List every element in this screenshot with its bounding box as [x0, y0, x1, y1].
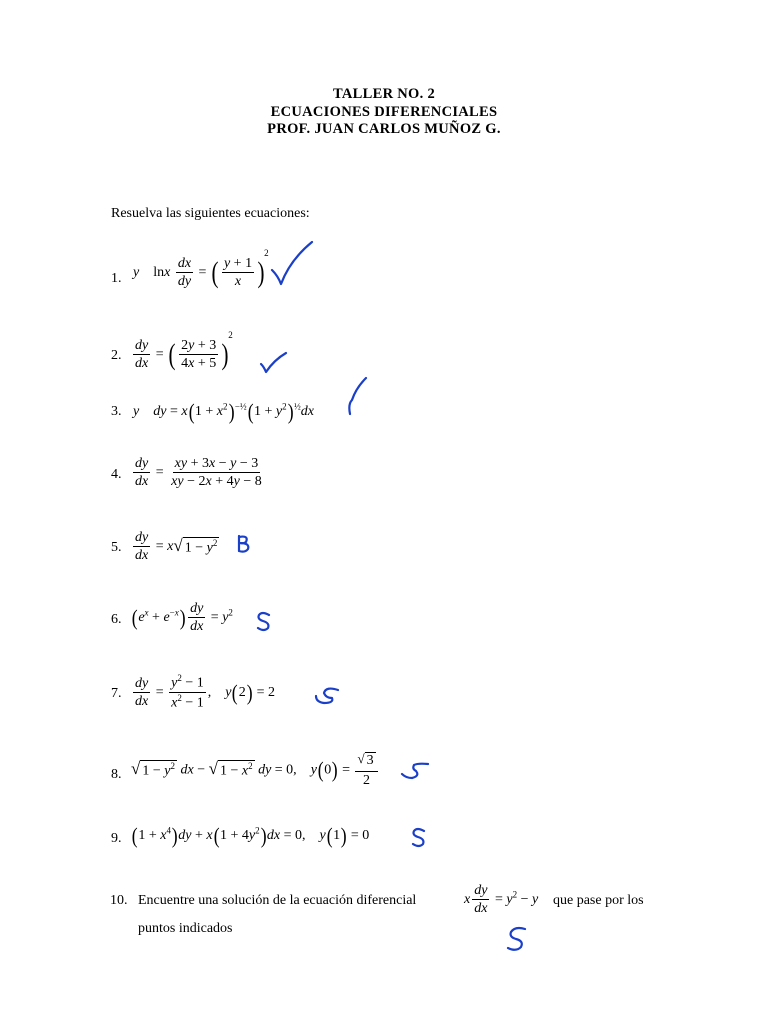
- item-number-7: 7.: [111, 686, 122, 701]
- handwritten-check-3: [342, 374, 372, 418]
- equation-10: x $\frac{dy}{dx}$ = $y^2 - y$: [464, 883, 539, 917]
- handwritten-letter-9: [408, 826, 430, 850]
- handwritten-letter-5: [234, 533, 254, 555]
- doc-title: TALLER NO. 2: [332, 86, 436, 102]
- item-number-10: 10.: [110, 893, 128, 908]
- equation-2: $\frac{dy}{dx}$ = ( $\frac{2y + 3}{4x + 5}$ )$^2$: [135, 330, 233, 372]
- item10-text-after: que pase por los: [553, 893, 644, 908]
- equation-3: y dy = $x(1 + x^2)^{-\frac{1}{2}}(1 + y^2)^{\frac{1}{2}}dx$: [133, 399, 314, 424]
- item-number-9: 9.: [111, 831, 122, 846]
- item-number-2: 2.: [111, 348, 122, 363]
- handwritten-letter-7: [312, 686, 342, 706]
- equation-7: $\frac{dy}{dx}$ = $\frac{y^2 - 1}{x^2 - 1}$ , y(2) = 2: [135, 673, 276, 711]
- equation-4: $\frac{dy}{dx}$ = $\frac{xy + 3x - y - 3}{xy - 2x + 4y - 8}$: [135, 456, 262, 490]
- doc-professor: PROF. JUAN CARLOS MUÑOZ G.: [267, 121, 501, 137]
- equation-6: $(e^x + e^{-x})$ $\frac{dy}{dx}$ = $y^2$: [131, 601, 233, 635]
- item10-text-line2: puntos indicados: [138, 921, 233, 936]
- equation-1: y lnx $\frac{dx}{dy}$ = ( $\frac{y + 1}{x}$ )$^2$: [133, 248, 269, 290]
- item-number-4: 4.: [111, 467, 122, 482]
- item-number-3: 3.: [111, 404, 122, 419]
- handwritten-check-1: [268, 238, 318, 288]
- item-number-5: 5.: [111, 540, 122, 555]
- instruction-text: Resuelva las siguientes ecuaciones:: [111, 206, 310, 221]
- item-number-8: 8.: [111, 767, 122, 782]
- equation-5: $\frac{dy}{dx}$ = x √ $1 - y^2$: [135, 530, 218, 564]
- item10-text-before: Encuentre una solución de la ecuación diferencial: [138, 893, 417, 908]
- equation-8: √ $1 - y^2$ dx − √ $1 - x^2$ dy = 0, y(0) = √ 3 2: [131, 752, 380, 788]
- item-number-1: 1.: [111, 271, 122, 286]
- handwritten-letter-6: [254, 610, 274, 634]
- handwritten-letter-8: [398, 760, 432, 782]
- equation-9: $(1 + x^4)dy + x(1 + 4y^2)dx = 0$, y(1) = 0: [131, 823, 370, 848]
- doc-subject: ECUACIONES DIFERENCIALES: [270, 104, 498, 120]
- handwritten-check-2: [258, 350, 290, 376]
- handwritten-letter-10: [503, 924, 531, 954]
- item-number-6: 6.: [111, 612, 122, 627]
